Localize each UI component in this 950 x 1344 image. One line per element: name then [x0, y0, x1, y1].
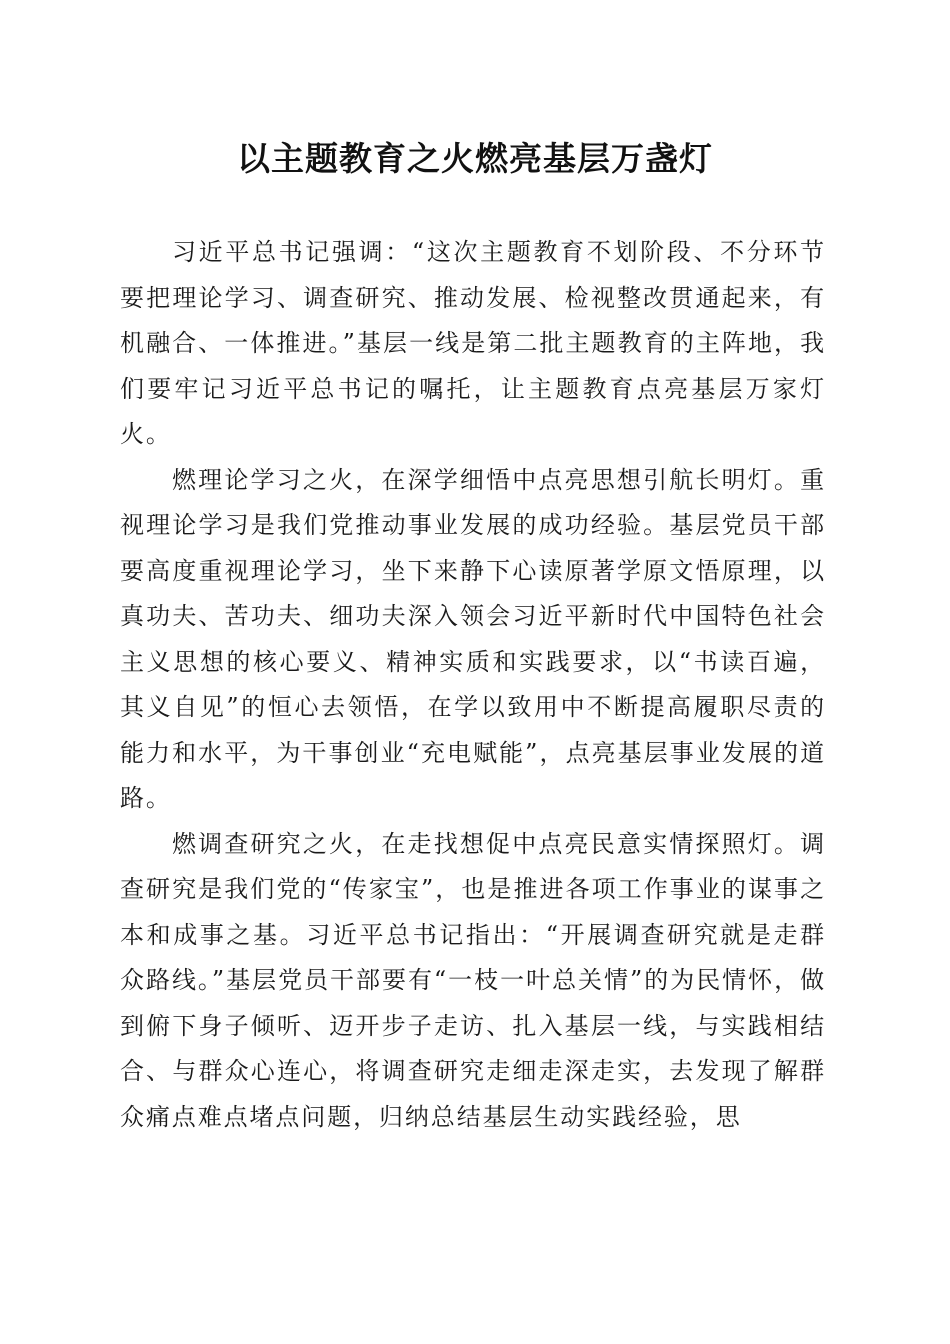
paragraph-theory-study: 燃理论学习之火，在深学细悟中点亮思想引航长明灯。重视理论学习是我们党推动事业发展的成功经验。基层党员干部要高度重视理论学习，坐下来静下心读原著学原文悟原理，以真功夫、苦功夫、细功夫深入领会习近平新时代中国特色社会主义思想的核心要义、精神实质和实践要求，以“书读百遍，其义自见”的恒心去领悟，在学以致用中不断提高履职尽责的能力和水平，为干事创业“充电赋能”，点亮基层事业发展的道路。 — [120, 465, 826, 812]
document-title: 以主题教育之火燃亮基层万盏灯 — [237, 139, 713, 178]
paragraph-intro: 习近平总书记强调：“这次主题教育不划阶段、不分环节要把理论学习、调查研究、推动发展、检视整改贯通起来，有机融合、一体推进。”基层一线是第二批主题教育的主阵地，我们要牢记习近平总书记的嘱托，让主题教育点亮基层万家灯火。 — [120, 238, 826, 448]
document-body — [120, 230, 826, 1140]
paragraph-investigation-research: 燃调查研究之火，在走找想促中点亮民意实情探照灯。调查研究是我们党的“传家宝”，也是推进各项工作事业的谋事之本和成事之基。习近平总书记指出：“开展调查研究就是走群众路线。”基层党员干部要有“一枝一叶总关情”的为民情怀，做到俯下身子倾听、迈开步子走访、扎入基层一线，与实践相结合、与群众心连心，将调查研究走细走深走实，去发现了解群众痛点难点堵点问题，归纳总结基层生动实践经验，思 — [120, 829, 826, 1131]
